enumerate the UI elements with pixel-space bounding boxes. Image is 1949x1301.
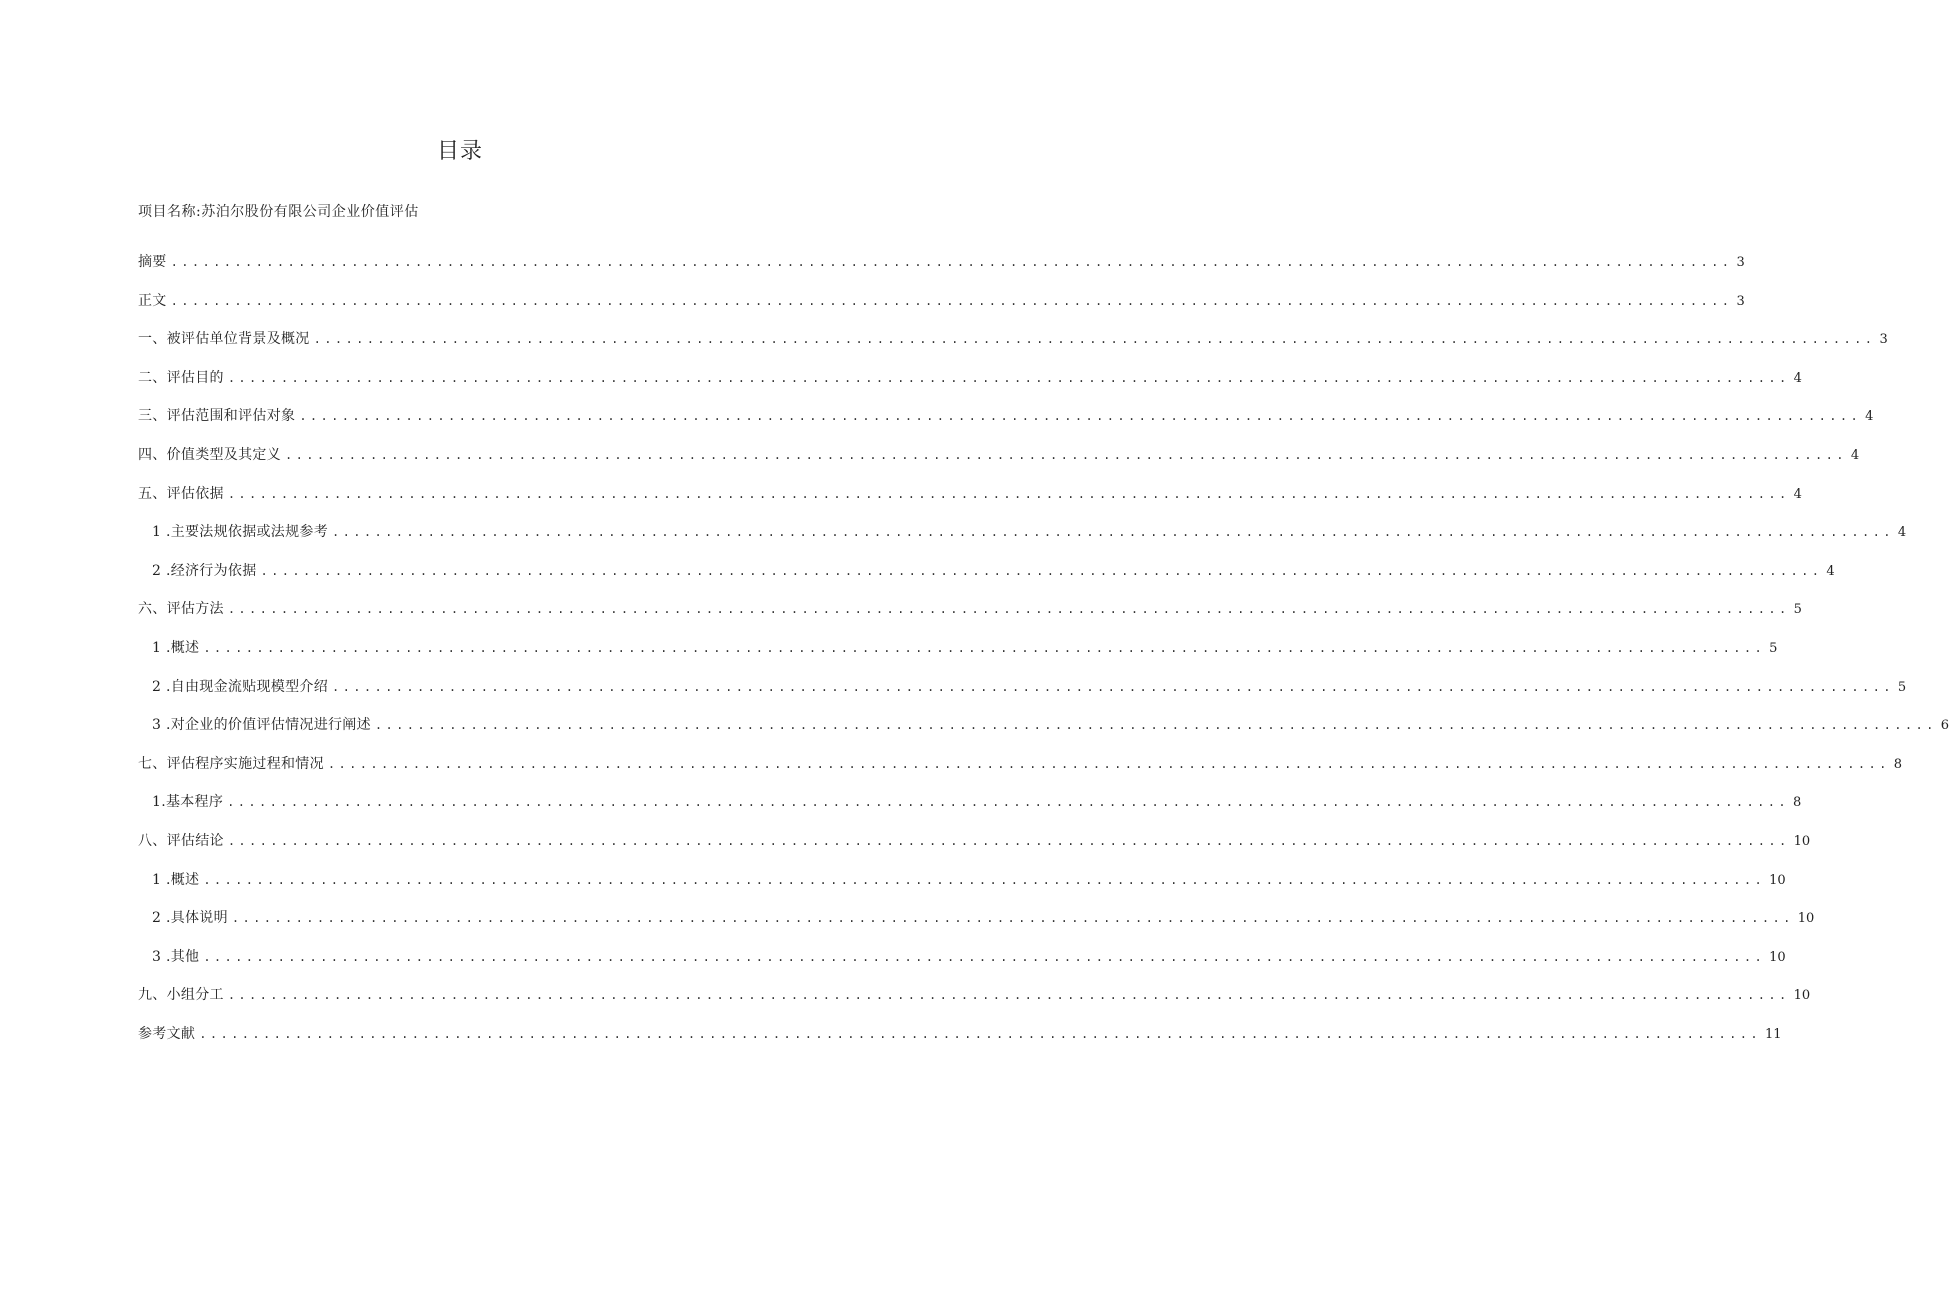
toc-page-number: 10 [1793,988,1811,1004]
toc-entry-label: 1 .概述 [152,871,200,888]
toc-page-number: 10 [1797,911,1815,927]
toc-entry-abstract[interactable] [138,252,1745,291]
toc-leader-dots: ................................................................................................................................................... [260,563,1823,578]
toc-entry-section-7[interactable] [138,754,1903,793]
toc-entry-section-4[interactable] [138,445,1860,484]
toc-entry-label: 三、评估范围和评估对象 [138,408,296,425]
toc-entry-section-3[interactable] [138,406,1874,445]
toc-entry-section-5-2[interactable] [138,561,1835,600]
toc-entry-section-8[interactable] [138,831,1811,870]
toc-entry-section-8-3[interactable] [138,947,1786,986]
toc-entry-label: 九、小组分工 [138,987,224,1004]
toc-page-number: 8 [1893,756,1903,772]
toc-entry-section-7-1[interactable] [138,792,1802,831]
toc-entry-label: 正文 [138,292,167,309]
toc-leader-dots: ................................................................................................................................................... [285,447,1847,462]
toc-entry-label: 2 .自由现金流贴现模型介绍 [152,678,329,695]
toc-entry-label: 七、评估程序实施过程和情况 [138,755,324,772]
toc-leader-dots: ................................................................................................................................................... [203,872,1766,887]
toc-entry-label: 一、被评估单位背景及概况 [138,331,310,348]
toc-leader-dots: ................................................................................................................................................... [374,718,1937,733]
toc-leader-dots: ................................................................................................................................................... [199,1026,1762,1041]
toc-leader-dots: ................................................................................................................................................... [299,409,1862,424]
toc-entry-label: 1 .概述 [152,639,200,656]
toc-entry-label: 八、评估结论 [138,832,224,849]
toc-title: 目录 [436,139,483,164]
toc-entry-label: 2 .具体说明 [152,910,228,927]
toc-entry-section-5-1[interactable] [138,522,1907,561]
toc-page-number: 6 [1940,718,1949,734]
toc-leader-dots: ................................................................................................................................................... [170,293,1733,308]
toc-leader-dots: ................................................................................................................................................... [227,602,1790,617]
toc-page-number: 4 [1826,563,1835,579]
toc-page-number: 5 [1769,640,1778,656]
toc-leader-dots: ................................................................................................................................................... [227,833,1790,848]
toc-leader-dots: ................................................................................................................................................... [313,332,1876,347]
toc-leader-dots: ................................................................................................................................................... [332,679,1894,694]
toc-entry-section-6-2[interactable] [138,677,1907,716]
toc-entry-label: 3 .其他 [152,948,200,965]
toc-page-number: 10 [1769,872,1786,888]
toc-leader-dots: ................................................................................................................................................... [227,795,1789,810]
toc-entry-main-text[interactable] [138,291,1745,330]
toc-entry-label: 摘要 [138,254,167,270]
project-name: 项目名称:苏泊尔股份有限公司企业价值评估 [138,204,419,220]
toc-entry-label: 二、评估目的 [138,369,224,386]
toc-entry-label: 3 .对企业的价值评估情况进行阐述 [152,717,371,734]
toc-leader-dots: ................................................................................................................................................... [227,486,1790,501]
toc-page-number: 10 [1793,833,1811,849]
toc-entry-label: 2 .经济行为依据 [152,562,257,579]
toc-entry-label: 1.基本程序 [152,794,224,811]
toc-page-number: 5 [1793,602,1802,618]
toc-leader-dots: ................................................................................................................................................... [327,756,1890,771]
toc-entry-section-9[interactable] [138,985,1811,1024]
toc-page-number: 3 [1736,255,1745,270]
toc-entry-label: 参考文献 [138,1025,196,1042]
toc-entry-section-2[interactable] [138,368,1802,407]
toc-leader-dots: ................................................................................................................................................... [227,370,1790,385]
toc-page-number: 5 [1897,679,1907,695]
toc-leader-dots: ................................................................................................................................................... [203,949,1766,964]
toc-entry-label: 六、评估方法 [138,601,224,618]
toc-page-number: 3 [1736,293,1745,309]
toc-entry-references[interactable] [138,1024,1782,1063]
toc-leader-dots: ................................................................................................................................................... [332,525,1894,540]
toc-page-number: 3 [1879,332,1888,348]
toc-page-number: 11 [1765,1026,1782,1042]
toc-entry-section-1[interactable] [138,329,1888,368]
toc-entry-label: 五、评估依据 [138,485,224,502]
toc-page-number: 10 [1769,949,1786,965]
toc-page-number: 4 [1865,409,1874,425]
toc-leader-dots: ................................................................................................................................................... [203,640,1766,655]
toc-list [138,252,1949,1062]
toc-leader-dots: ................................................................................................................................................... [231,911,1794,926]
toc-entry-section-6-3[interactable] [138,715,1949,754]
toc-page-number: 8 [1793,795,1802,811]
toc-leader-dots: ................................................................................................................................................... [170,255,1733,269]
toc-leader-dots: ................................................................................................................................................... [227,988,1790,1003]
toc-page-number: 4 [1897,525,1907,541]
toc-entry-section-6[interactable] [138,599,1802,638]
toc-page-number: 4 [1850,447,1860,463]
toc-entry-section-8-2[interactable] [138,908,1815,947]
toc-entry-label: 1 .主要法规依据或法规参考 [152,524,329,541]
toc-entry-label: 四、价值类型及其定义 [138,446,281,463]
toc-entry-section-5[interactable] [138,484,1802,523]
toc-entry-section-6-1[interactable] [138,638,1778,677]
toc-entry-section-8-1[interactable] [138,870,1786,909]
toc-page-number: 4 [1793,370,1802,386]
toc-page-number: 4 [1793,486,1802,502]
